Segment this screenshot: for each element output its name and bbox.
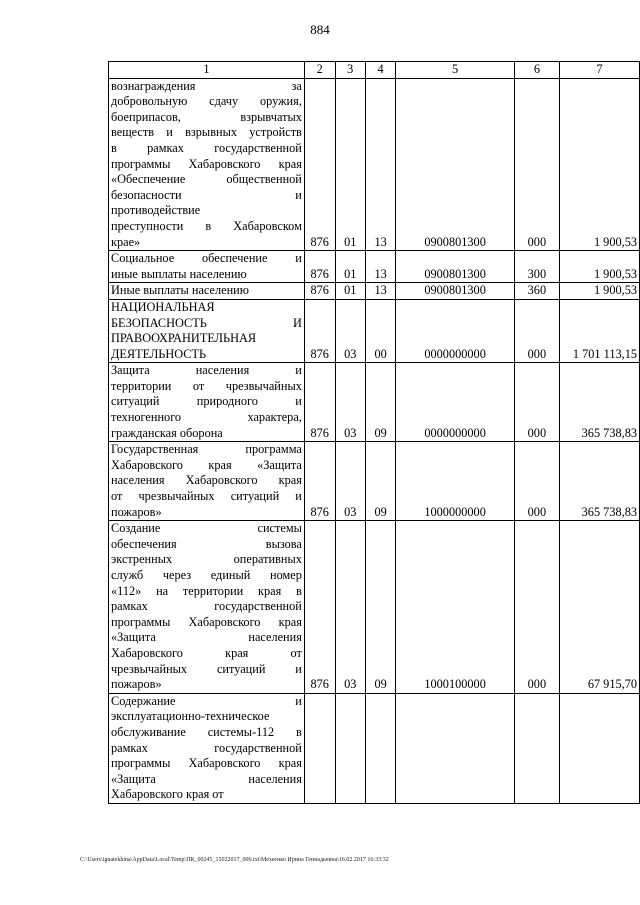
row-name-cell	[109, 78, 305, 251]
cell-sum: 365 738,83	[559, 363, 639, 442]
table-row	[109, 299, 640, 362]
cell-sum: 1 900,53	[559, 251, 639, 283]
row-name-line: «112» на территории края в	[111, 583, 302, 598]
cell-rz: 03	[335, 521, 365, 694]
row-name-line: рамках государственной	[111, 740, 302, 755]
table-row	[109, 78, 640, 251]
cell-rz: 01	[335, 78, 365, 251]
cell-rz: 03	[335, 442, 365, 521]
column-header: 5	[396, 62, 515, 79]
cell-csr: 0000000000	[396, 299, 515, 362]
cell-csr	[396, 693, 515, 803]
row-name-cell	[109, 251, 305, 283]
cell-vr: 000	[514, 363, 559, 442]
cell-vr: 000	[514, 78, 559, 251]
cell-csr: 0900801300	[396, 251, 515, 283]
row-name-line: иные выплаты населению	[111, 266, 247, 281]
column-header: 7	[559, 62, 639, 79]
cell-rz: 03	[335, 299, 365, 362]
column-header: 1	[109, 62, 305, 79]
row-name-cell	[109, 299, 305, 362]
row-name-line: программы Хабаровского края	[111, 756, 302, 771]
row-name-line: Государственная программа	[111, 442, 302, 457]
cell-pr: 13	[365, 78, 395, 251]
row-name-line: безопасности и	[111, 187, 302, 202]
row-name-line: в рамках государственной	[111, 140, 302, 155]
cell-grbs: 876	[304, 78, 335, 251]
row-name-line: населения Хабаровского края	[111, 473, 302, 488]
row-name-cell	[109, 521, 305, 694]
row-name-line: эксплуатационно-техническое	[111, 709, 270, 724]
row-name-line: Хабаровского края от	[111, 645, 302, 660]
cell-pr: 13	[365, 251, 395, 283]
row-name-line: Защита населения и	[111, 363, 302, 378]
cell-pr: 09	[365, 363, 395, 442]
cell-sum: 1 701 113,15	[559, 299, 639, 362]
cell-vr: 000	[514, 299, 559, 362]
cell-sum	[559, 693, 639, 803]
cell-vr: 300	[514, 251, 559, 283]
column-header: 4	[365, 62, 395, 79]
cell-rz: 01	[335, 251, 365, 283]
column-header: 6	[514, 62, 559, 79]
row-name-line: вознаграждения за	[111, 78, 302, 93]
table-row	[109, 363, 640, 442]
column-header: 2	[304, 62, 335, 79]
cell-grbs: 876	[304, 521, 335, 694]
row-name-line: служб через единый номер	[111, 568, 302, 582]
cell-vr	[514, 693, 559, 803]
cell-pr: 09	[365, 521, 395, 694]
cell-rz	[335, 693, 365, 803]
cell-sum: 67 915,70	[559, 521, 639, 694]
row-name-line: Социальное обеспечение и	[111, 251, 302, 266]
row-name-line: территории от чрезвычайных	[111, 378, 302, 393]
cell-vr: 000	[514, 521, 559, 694]
row-name-line: боеприпасов, взрывчатых	[111, 109, 302, 124]
cell-vr: 000	[514, 442, 559, 521]
row-name-cell	[109, 442, 305, 521]
cell-rz: 01	[335, 283, 365, 300]
row-name-line: ПРАВООХРАНИТЕЛЬНАЯ	[111, 331, 257, 346]
cell-pr: 00	[365, 299, 395, 362]
row-name-cell	[109, 363, 305, 442]
row-name-line: веществ и взрывных устройств	[111, 125, 302, 140]
row-name-line: крае»	[111, 234, 141, 249]
cell-csr: 0000000000	[396, 363, 515, 442]
cell-grbs: 876	[304, 299, 335, 362]
cell-pr: 13	[365, 283, 395, 300]
cell-sum: 1 900,53	[559, 283, 639, 300]
row-name-cell	[109, 283, 305, 300]
row-name-line: программы Хабаровского края	[111, 614, 302, 629]
footer-file-path: C:\Users\ignatekhina\AppData\Local\Temp\ПК_00245_15022017_006.txt\Мехеенко Ирина Геннадьевна\16.02.2017 16:33:32	[80, 857, 389, 863]
row-name-line: обслуживание системы-112 в	[111, 724, 302, 739]
cell-sum: 1 900,53	[559, 78, 639, 251]
cell-grbs: 876	[304, 363, 335, 442]
row-name-line: Хабаровского края от	[111, 787, 224, 802]
cell-grbs: 876	[304, 251, 335, 283]
cell-grbs	[304, 693, 335, 803]
row-name-line: от чрезвычайных ситуаций и	[111, 489, 302, 504]
cell-csr: 0900801300	[396, 78, 515, 251]
row-name-line: «Защита населения	[111, 630, 302, 645]
cell-pr	[365, 693, 395, 803]
row-name-line: ДЕЯТЕЛЬНОСТЬ	[111, 346, 207, 361]
table-row	[109, 521, 640, 694]
row-name-line: Создание системы	[111, 521, 302, 536]
cell-rz: 03	[335, 363, 365, 442]
row-name-line: пожаров»	[111, 677, 162, 692]
row-name-line: «Обеспечение общественной	[111, 172, 302, 187]
table-row	[109, 251, 640, 283]
cell-csr: 1000100000	[396, 521, 515, 694]
cell-sum: 365 738,83	[559, 442, 639, 521]
row-name-line: преступности в Хабаровском	[111, 218, 302, 233]
table-row	[109, 283, 640, 300]
row-name-line: Содержание и	[111, 693, 302, 708]
row-name-line: техногенного характера,	[111, 410, 302, 425]
row-name-line: пожаров»	[111, 504, 162, 519]
cell-csr: 1000000000	[396, 442, 515, 521]
cell-vr: 360	[514, 283, 559, 300]
table-row	[109, 442, 640, 521]
page-number: 884	[310, 22, 330, 37]
row-name-line: БЕЗОПАСНОСТЬ И	[111, 315, 302, 330]
row-name-line: обеспечения вызова	[111, 536, 302, 551]
row-name-line: экстренных оперативных	[111, 552, 302, 567]
row-name-line: ситуаций природного и	[111, 394, 302, 409]
cell-grbs: 876	[304, 283, 335, 300]
budget-table	[108, 61, 640, 804]
row-name-line: «Защита населения	[111, 771, 302, 786]
row-name-line: противодействие	[111, 203, 201, 218]
row-name-line: гражданская оборона	[111, 425, 223, 440]
row-name-line: Иные выплаты населению	[111, 283, 249, 298]
cell-csr: 0900801300	[396, 283, 515, 300]
table-row	[109, 693, 640, 803]
cell-grbs: 876	[304, 442, 335, 521]
table-header-row	[109, 62, 640, 79]
row-name-line: добровольную сдачу оружия,	[111, 94, 302, 109]
column-header: 3	[335, 62, 365, 79]
row-name-line: Хабаровского края «Защита	[111, 457, 302, 472]
row-name-line: чрезвычайных ситуаций и	[111, 661, 302, 676]
cell-pr: 09	[365, 442, 395, 521]
row-name-line: программы Хабаровского края	[111, 156, 302, 171]
row-name-cell	[109, 693, 305, 803]
row-name-line: НАЦИОНАЛЬНАЯ	[111, 299, 215, 314]
row-name-line: рамках государственной	[111, 599, 302, 614]
